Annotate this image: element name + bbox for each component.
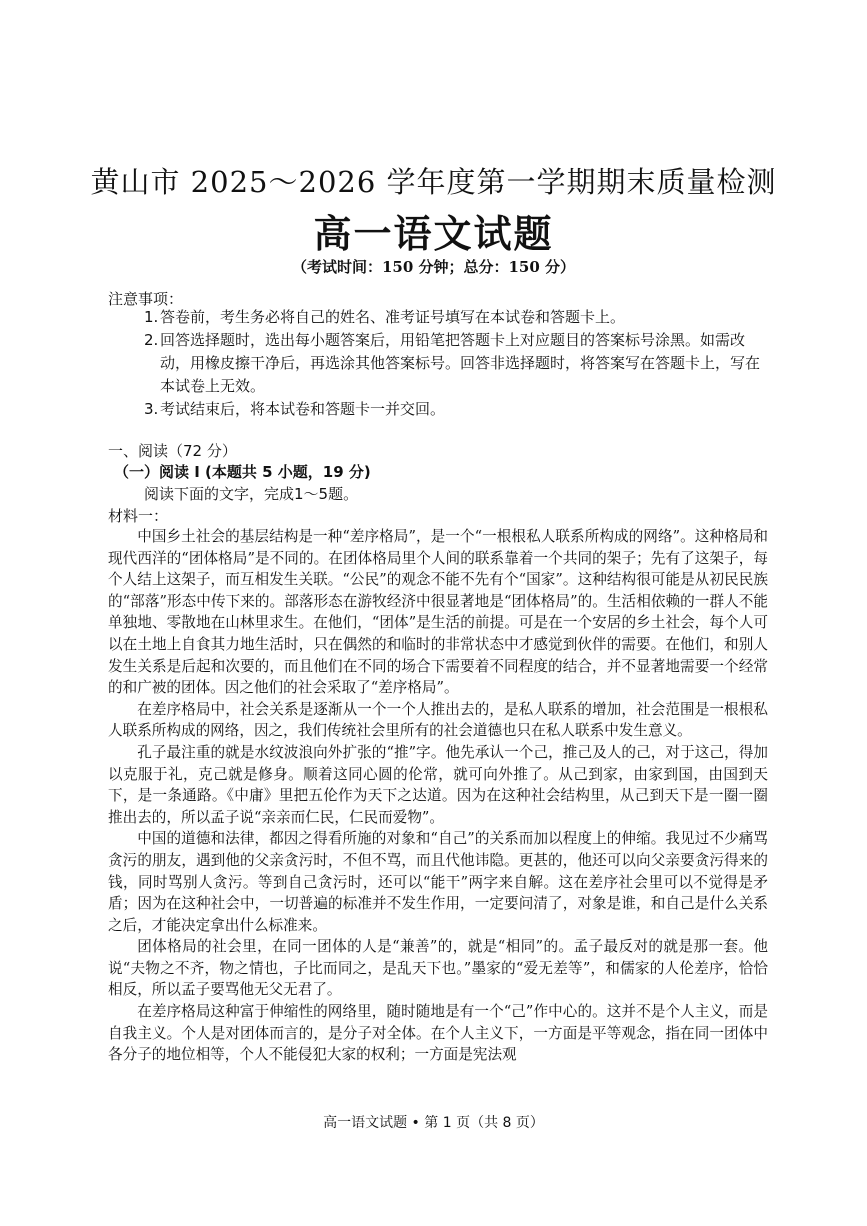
subsection-title: （一）阅读 I (本题共 5 小题，19 分)	[114, 463, 371, 481]
notice-item	[144, 329, 764, 398]
notice-heading: 注意事项：	[108, 290, 184, 308]
part-title: 一、阅读（72 分）	[108, 442, 237, 460]
notice-item-number: 2.	[144, 331, 159, 349]
notice-item	[144, 398, 764, 421]
passage-body	[108, 526, 768, 1066]
notice-item-number: 3.	[144, 400, 159, 418]
passage-paragraph: 在差序格局中，社会关系是逐渐从一个一个人推出去的，是私人联系的增加，社会范围是一根根私人联系所构成的网络，因之，我们传统社会里所有的社会道德也只在私人联系中发生意义。	[108, 700, 768, 740]
reading-instruction: 阅读下面的文字，完成1～5题。	[144, 485, 359, 503]
page-footer: 高一语文试题 • 第 1 页（共 8 页）	[323, 1115, 544, 1131]
notice-item-number: 1.	[144, 308, 159, 326]
notice-item	[144, 306, 764, 329]
passage-paragraph: 中国乡土社会的基层结构是一种“差序格局”，是一个“一根根私人联系所构成的网络”。这种格局和现代西洋的“团体格局”是不同的。在团体格局里个人间的联系靠着一个共同的架子；先有了这架子，每个人结上这架子，而互相发生关联。“公民”的观念不能不先有个“国家”。这种结构很可能是从初民民族的“部落”形态中传下来的。部落形态在游牧经济中很显著地是“团体格局”的。生活相依赖的一群人不能单独地、零散地在山林里求生。在他们，“团体”是生活的前提。可是在一个安居的乡土社会，每个人可以在土地上自食其力地生活时，只在偶然的和临时的非常状态中才感觉到伙伴的需要。在他们，和别人发生关系是后起和次要的，而且他们在不同的场合下需要着不同程度的结合，并不显著地需要一个经常的和广被的团体。因之他们的社会采取了“差序格局”。	[108, 528, 768, 697]
exam-title-line1: 黄山市 2025～2026 学年度第一学期期末质量检测	[90, 165, 777, 199]
notice-item-text: 考试结束后，将本试卷和答题卡一并交回。	[160, 400, 446, 418]
notice-list	[144, 306, 764, 421]
exam-info: （考试时间：150 分钟；总分：150 分）	[291, 258, 576, 276]
passage-paragraph: 在差序格局这种富于伸缩性的网络里，随时随地是有一个“己”作中心的。这并不是个人主义，而是自我主义。个人是对团体而言的，是分子对全体。在个人主义下，一方面是平等观念，指在同一团体中各分子的地位相等，个人不能侵犯大家的权利；一方面是宪法观	[108, 1003, 768, 1064]
material-label: 材料一：	[108, 507, 169, 525]
notice-item-text: 答卷前，考生务必将自己的姓名、准考证号填写在本试卷和答题卡上。	[160, 308, 626, 326]
notice-item-text: 回答选择题时，选出每小题答案后，用铅笔把答题卡上对应题目的答案标号涂黑。如需改动，用橡皮擦干净后，再选涂其他答案标号。回答非选择题时，将答案写在答题卡上，写在本试卷上无效。	[160, 331, 761, 395]
passage-paragraph: 中国的道德和法律，都因之得看所施的对象和“自己”的关系而加以程度上的伸缩。我见过不少痛骂贪污的朋友，遇到他的父亲贪污时，不但不骂，而且代他讳隐。更甚的，他还可以向父亲要贪污得来的钱，同时骂别人贪污。等到自己贪污时，还可以“能干”两字来自解。这在差序社会里可以不觉得是矛盾；因为在这种社会中，一切普遍的标准并不发生作用，一定要问清了，对象是谁，和自己是什么关系之后，才能决定拿出什么标准来。	[108, 830, 768, 934]
exam-title-subject: 高一语文试题	[313, 211, 554, 256]
passage-paragraph: 孔子最注重的就是水纹波浪向外扩张的“推”字。他先承认一个己，推己及人的己，对于这己，得加以克服于礼，克己就是修身。顺着这同心圆的伦常，就可向外推了。从己到家，由家到国，由国到天下，是一条通路。《中庸》里把五伦作为天下之达道。因为在这种社会结构里，从己到天下是一圈一圈推出去的，所以孟子说“亲亲而仁民，仁民而爱物”。	[108, 743, 768, 826]
passage-paragraph: 团体格局的社会里，在同一团体的人是“兼善”的，就是“相同”的。孟子最反对的就是那一套。他说“夫物之不齐，物之情也，子比而同之，是乱天下也。”墨家的“爱无差等”，和儒家的人伦差序，恰恰相反，所以孟子要骂他无父无君了。	[108, 938, 768, 999]
